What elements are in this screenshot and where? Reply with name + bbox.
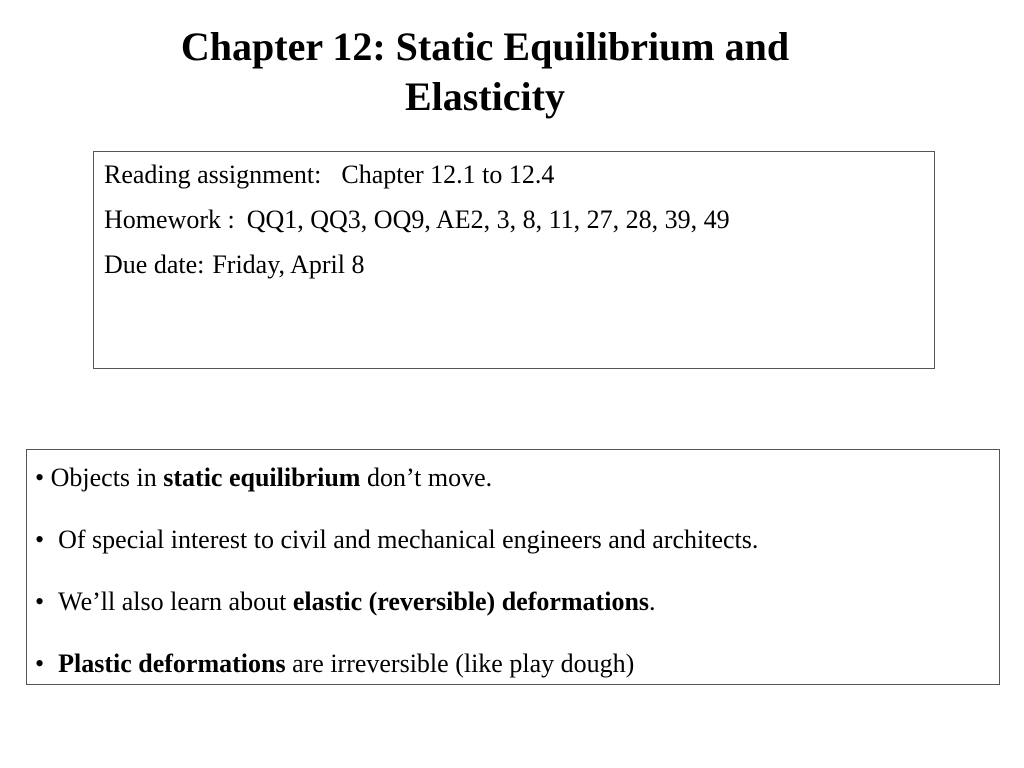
homework-value: QQ1, QQ3, OQ9, AE2, 3, 8, 11, 27, 28, 39, 49 <box>246 205 730 234</box>
reading-assignment-label: Reading assignment: <box>104 160 322 189</box>
bullet-emphasis: Plastic deformations <box>58 649 286 678</box>
bullet-marker: • <box>35 587 45 616</box>
bullet-item <box>35 462 991 494</box>
bullet-text: are irreversible (like play dough) <box>292 649 635 678</box>
reading-assignment-line <box>104 160 924 190</box>
bullet-text: . <box>649 587 656 616</box>
bullet-text: Of special interest to civil and mechanical engineers and architects. <box>58 525 759 554</box>
key-points-box <box>26 449 1000 685</box>
bullet-marker: • <box>35 649 45 678</box>
assignment-box <box>93 151 935 369</box>
homework-line <box>104 205 924 235</box>
reading-assignment-value: Chapter 12.1 to 12.4 <box>341 160 555 189</box>
due-date-label: Due date: <box>104 250 205 279</box>
slide-title-line-2: Elasticity <box>405 74 565 119</box>
bullet-emphasis: static equilibrium <box>163 463 361 492</box>
bullet-text: Objects in <box>50 463 157 492</box>
bullet-item <box>35 524 991 556</box>
due-date-line <box>104 250 924 280</box>
bullet-item <box>35 586 991 618</box>
bullet-marker: • <box>35 463 45 492</box>
bullet-item <box>35 648 991 680</box>
slide-title <box>60 22 910 122</box>
due-date-value: Friday, April 8 <box>212 250 365 279</box>
bullet-marker: • <box>35 525 45 554</box>
bullet-text: don’t move. <box>366 463 493 492</box>
homework-label: Homework : <box>104 205 235 234</box>
slide-title-line-1: Chapter 12: Static Equilibrium and <box>180 24 790 69</box>
bullet-text: We’ll also learn about <box>58 587 287 616</box>
bullet-emphasis: elastic (reversible) deformations <box>292 587 650 616</box>
